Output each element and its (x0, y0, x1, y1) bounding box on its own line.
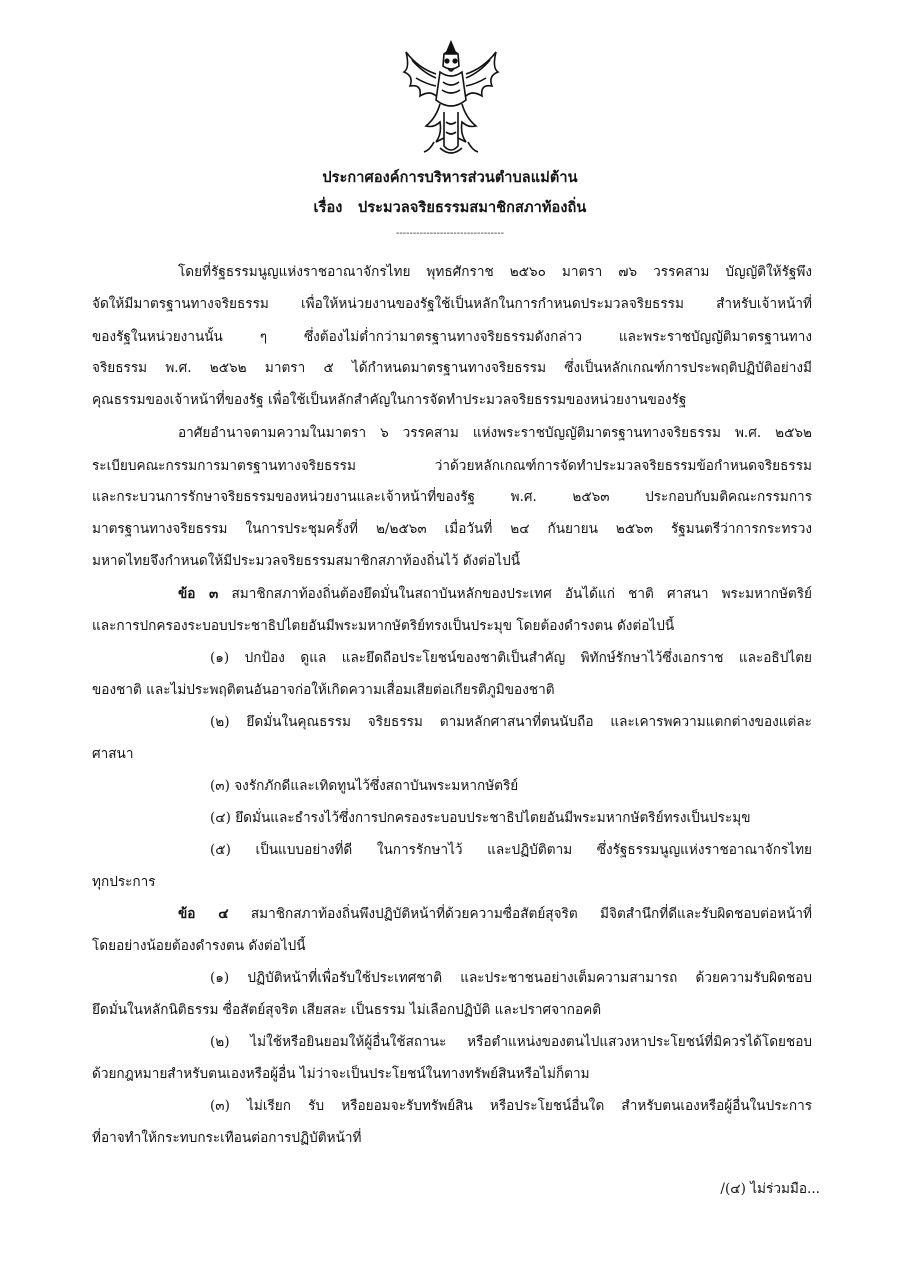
clause-4-item-1: (๑) ปฏิบัติหน้าที่เพื่อรับใช้ประเทศชาติ และประชาชนอย่างเต็มความสามารถ ด้วยความรับผิดชอบ (210, 970, 812, 986)
clause-3-item-4: (๔) ยึดมั่นและธำรงไว้ซึ่งการปกครองระบอบประชาธิปไตยอันมีพระมหากษัตริย์ทรงเป็นประมุข (210, 810, 751, 826)
clause-3-item-1-cont: ของชาติ และไม่ประพฤติตนอันอาจก่อให้เกิดความเสื่อมเสียต่อเกียรติภูมิของชาติ (92, 682, 555, 698)
subject-line (0, 196, 900, 219)
subject-label: เรื่อง (313, 199, 343, 216)
clause-3-item-3: (๓) จงรักภักดีและเทิดทูนไว้ซึ่งสถาบันพระมหากษัตริย์ (210, 778, 519, 794)
page-continuation: /(๔) ไม่ร่วมมือ... (720, 1181, 820, 1197)
clause-3-item-2: (๒) ยึดมั่นในคุณธรรม จริยธรรม ตามหลักศาสนาที่ตนนับถือ และเคารพความแตกต่างของแต่ละ (210, 714, 812, 730)
clause-4-item-2-cont: ด้วยกฎหมายสำหรับตนเองหรือผู้อื่น ไม่ว่าจะเป็นประโยชน์ในทางทรัพย์สินหรือไม่ก็ตาม (92, 1066, 590, 1082)
paragraph-line: โดยที่รัฐธรรมนูญแห่งราชอาณาจักรไทย พุทธศักราช ๒๕๖๐ มาตรา ๗๖ วรรคสาม บัญญัติให้รัฐพึง (178, 264, 812, 280)
clause-3-continuation: และการปกครองระบอบประชาธิปไตยอันมีพระมหากษัตริย์ทรงเป็นประมุข โดยต้องดำรงตน ดังต่อไปนี้ (92, 618, 675, 634)
paragraph-line: จัดให้มีมาตรฐานทางจริยธรรม เพื่อให้หน่วยงานของรัฐใช้เป็นหลักในการกำหนดประมวลจริยธรรม สำหรับเจ้าหน้าที่ (92, 296, 812, 312)
clause-4-text: สมาชิกสภาท้องถิ่นพึงปฏิบัติหน้าที่ด้วยความซื่อสัตย์สุจริต มีจิตสำนึกที่ดีและรับผิดชอบต่อหน้าที่ (250, 906, 812, 922)
clause-3-item-5: (๕) เป็นแบบอย่างที่ดี ในการรักษาไว้ และปฏิบัติตาม ซึ่งรัฐธรรมนูญแห่งราชอาณาจักรไทย (210, 842, 812, 858)
paragraph-line: คุณธรรมของเจ้าหน้าที่ของรัฐ เพื่อใช้เป็นหลักสำคัญในการจัดทำประมวลจริยธรรมของหน่วยงานของรัฐ (92, 392, 687, 408)
clause-3-item-1: (๑) ปกป้อง ดูแล และยึดถือประโยชน์ของชาติเป็นสำคัญ พิทักษ์รักษาไว้ซึ่งเอกราช และอธิปไตย (210, 650, 812, 666)
separator: -------------------------------- (395, 228, 505, 239)
clause-3-label: ข้อ ๓ (178, 586, 219, 602)
page-title: ประกาศองค์การบริหารส่วนตำบลแม่ต้าน (322, 169, 578, 186)
clause-3-item-5-cont: ทุกประการ (92, 874, 156, 890)
paragraph-line: ของรัฐในหน่วยงานนั้น ๆ ซึ่งต้องไม่ต่ำกว่ามาตรฐานทางจริยธรรมดังกล่าว และพระราชบัญญัติมาตรฐานทาง (92, 329, 812, 345)
clause-4-item-3-cont: ที่อาจทำให้กระทบกระเทือนต่อการปฏิบัติหน้าที่ (92, 1130, 362, 1146)
paragraph-line: อาศัยอำนาจตามความในมาตรา ๖ วรรคสาม แห่งพระราชบัญญัติมาตรฐานทางจริยธรรม พ.ศ. ๒๕๖๒ (178, 425, 812, 441)
paragraph-line: และกระบวนการรักษาจริยธรรมของหน่วยงานและเจ้าหน้าที่ของรัฐ พ.ศ. ๒๕๖๓ ประกอบกับมติคณะกรรมการ (92, 489, 812, 505)
garuda-emblem-icon (396, 38, 506, 158)
paragraph-line: ระเบียบคณะกรรมการมาตรฐานทางจริยธรรม ว่าด้วยหลักเกณฑ์การจัดทำประมวลจริยธรรมข้อกำหนดจริยธรรม (92, 458, 812, 474)
subject-text: ประมวลจริยธรรมสมาชิกสภาท้องถิ่น (357, 199, 587, 216)
clause-4-item-2: (๒) ไม่ใช้หรือยินยอมให้ผู้อื่นใช้สถานะ หรือตำแหน่งของตนไปแสวงหาประโยชน์ที่มิควรได้โดยชอบ (210, 1034, 812, 1050)
clause-3-heading (178, 584, 812, 604)
paragraph-line: มาตรฐานทางจริยธรรม ในการประชุมครั้งที่ ๒/๒๕๖๓ เมื่อวันที่ ๒๔ กันยายน ๒๕๖๓ รัฐมนตรีว่าการกระทรวง (92, 521, 812, 537)
clause-4-heading (178, 904, 812, 924)
clause-4-item-3: (๓) ไม่เรียก รับ หรือยอมจะรับทรัพย์สิน หรือประโยชน์อื่นใด สำหรับตนเองหรือผู้อื่นในประการ (210, 1098, 812, 1114)
clause-3-item-2-cont: ศาสนา (92, 746, 134, 762)
paragraph-line: มหาดไทยจึงกำหนดให้มีประมวลจริยธรรมสมาชิกสภาท้องถิ่นไว้ ดังต่อไปนี้ (92, 553, 521, 569)
clause-4-continuation: โดยอย่างน้อยต้องดำรงตน ดังต่อไปนี้ (92, 938, 306, 954)
clause-4-label: ข้อ ๔ (178, 906, 229, 922)
clause-3-text: สมาชิกสภาท้องถิ่นต้องยึดมั่นในสถาบันหลักของประเทศ อันได้แก่ ชาติ ศาสนา พระมหากษัตริย์ (231, 586, 812, 602)
paragraph-line: จริยธรรม พ.ศ. ๒๕๖๒ มาตรา ๕ ได้กำหนดมาตรฐานทางจริยธรรม ซึ่งเป็นหลักเกณฑ์การประพฤติปฏิบัติอย่างมี (92, 360, 812, 376)
clause-4-item-1-cont: ยึดมั่นในหลักนิติธรรม ซื่อสัตย์สุจริต เสียสละ เป็นธรรม ไม่เลือกปฏิบัติ และปราศจากอคติ (92, 1002, 602, 1018)
